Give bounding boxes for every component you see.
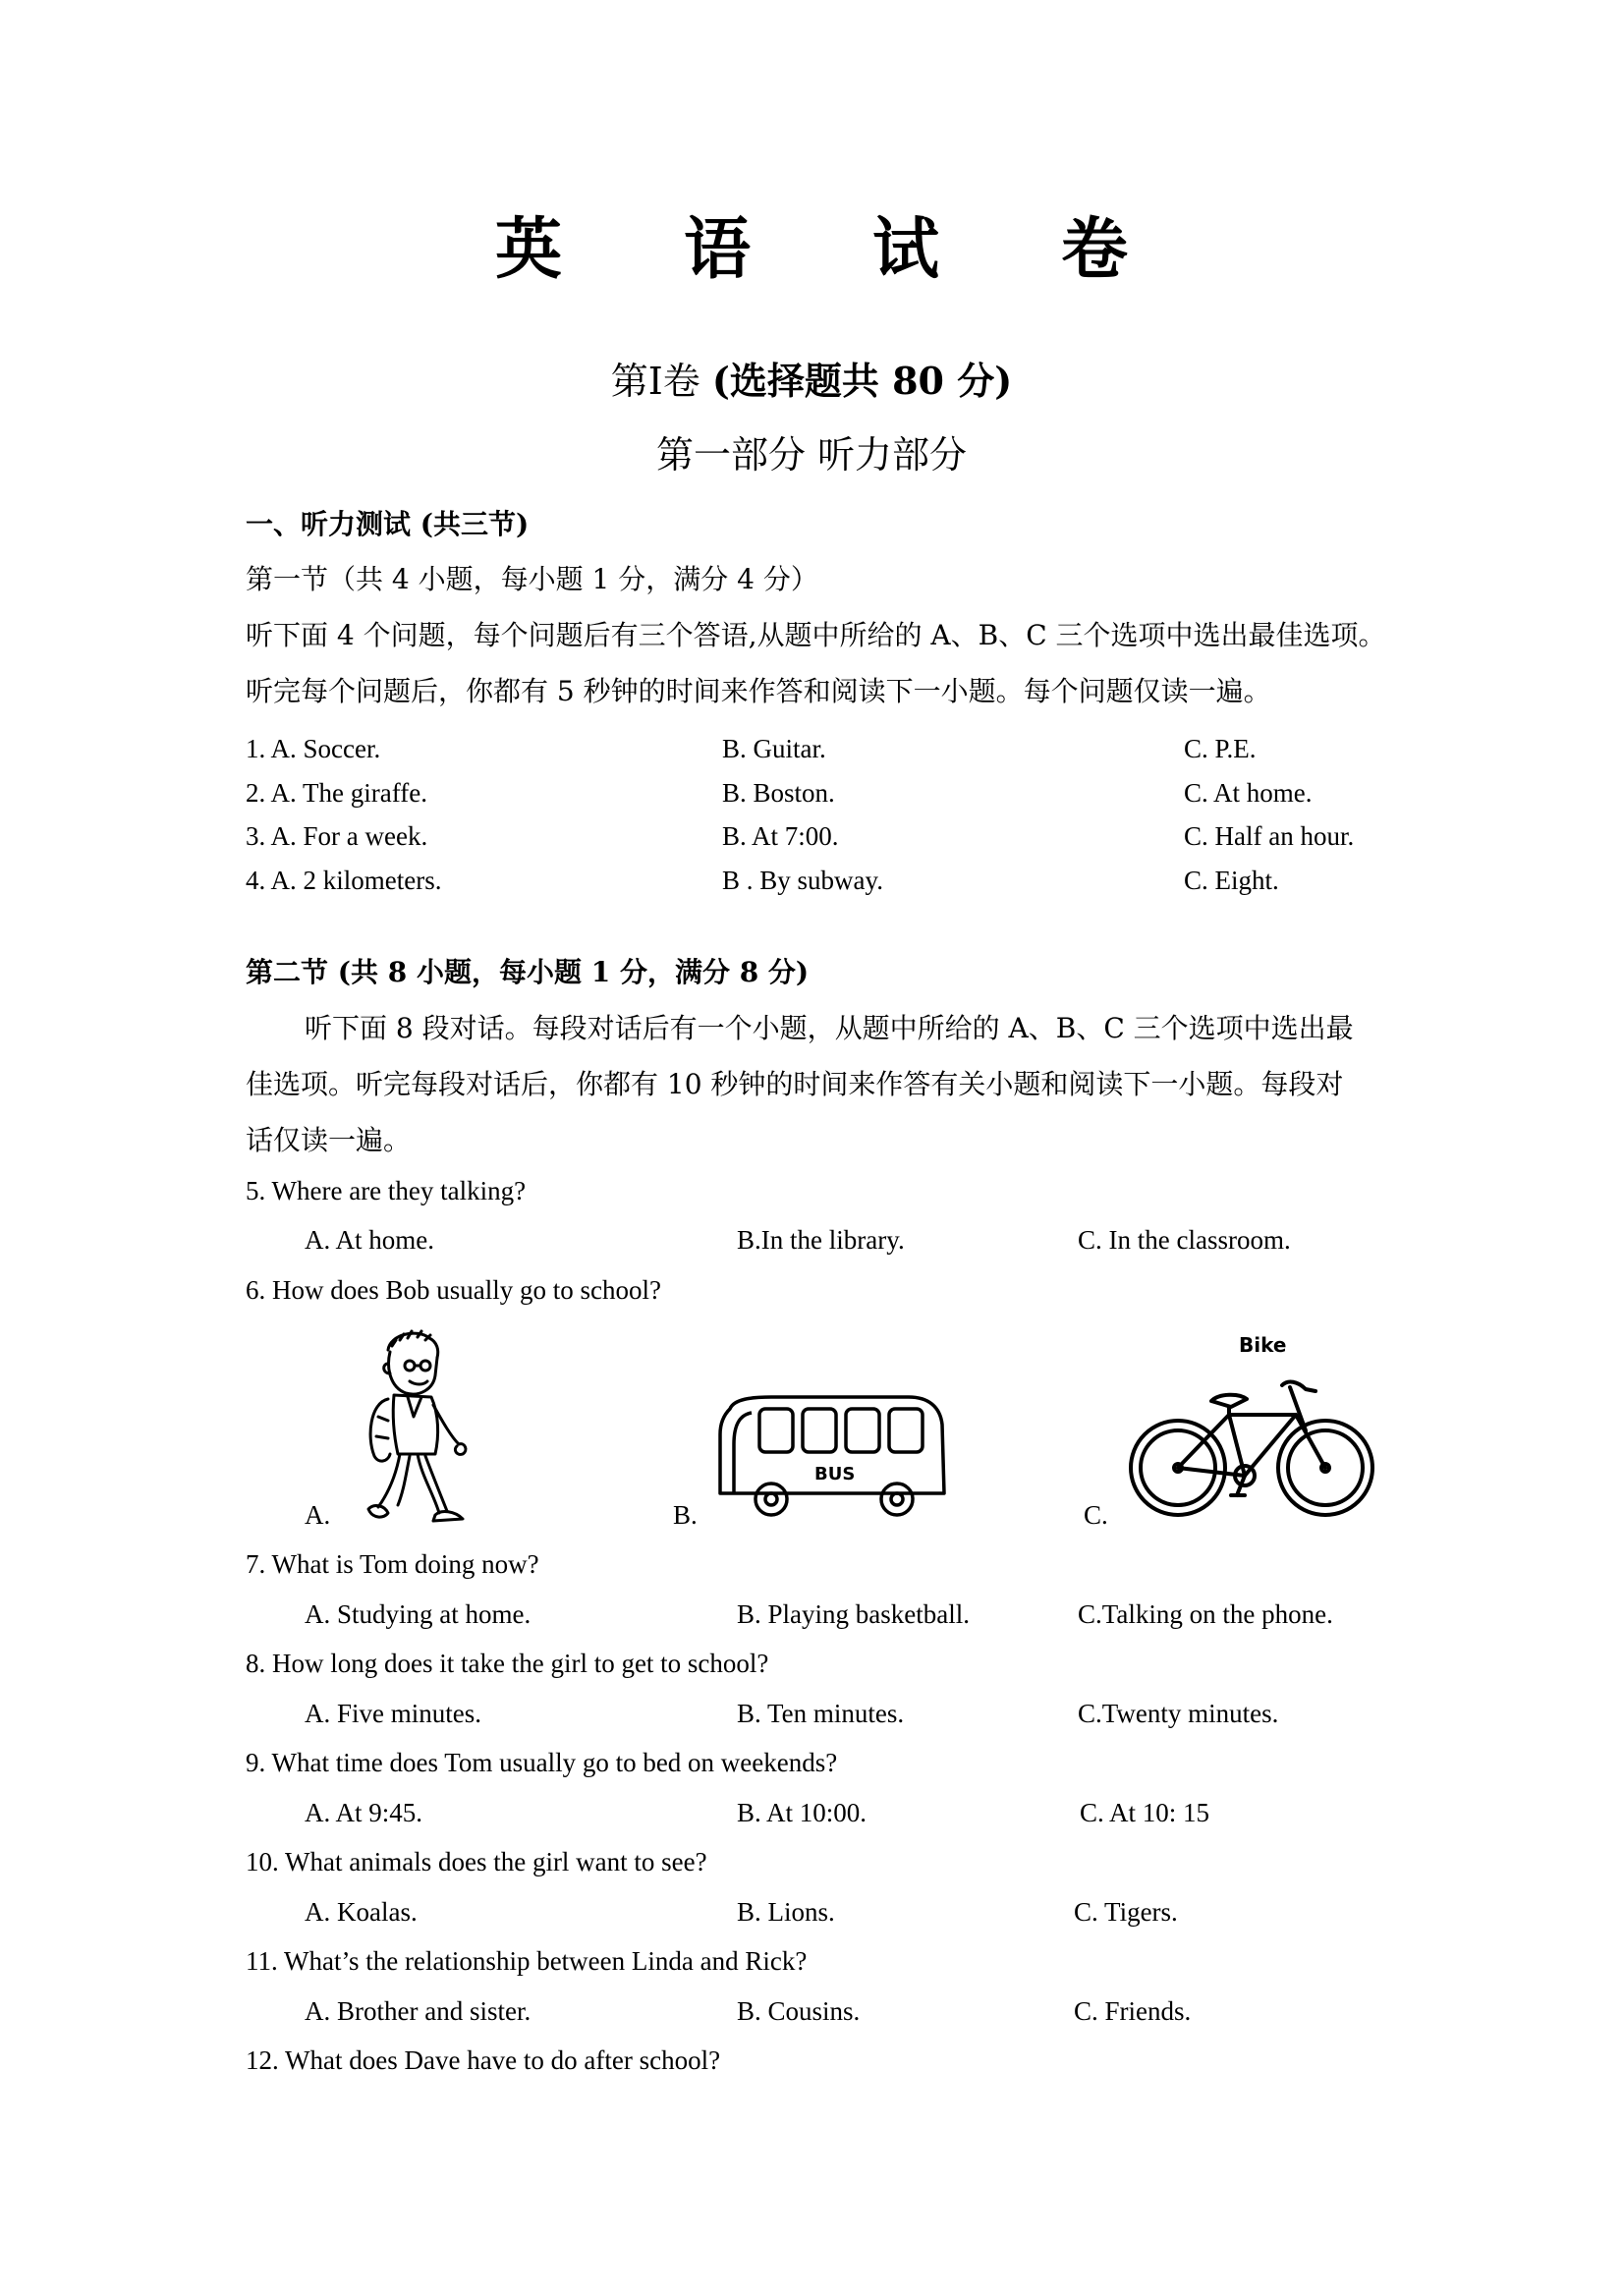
option-b: B. Playing basketball. (737, 1599, 970, 1629)
question-7: 7. What is Tom doing now? (246, 1549, 539, 1579)
title-char: 英 (494, 210, 562, 289)
bus-picture (712, 1395, 948, 1527)
title-char: 卷 (1061, 210, 1129, 289)
volume-note: (选择题共 80 分) (711, 359, 1013, 403)
volume-label: 第Ⅰ卷 (610, 360, 700, 403)
section2-heading: 第二节 (共 8 小题，每小题 1 分，满分 8 分) (246, 956, 810, 988)
exam-title (0, 196, 1623, 292)
question-8: 8. How long does it take the girl to get to school? (246, 1649, 769, 1678)
question-6: 6. How does Bob usually go to school? (246, 1275, 661, 1305)
option-a: 2. A. The giraffe. (246, 778, 427, 808)
title-char: 试 (872, 210, 940, 289)
section1-instruction: 听完每个问题后，你都有 5 秒钟的时间来作答和阅读下一小题。每个问题仅读一遍。 (246, 675, 1271, 707)
volume-title (0, 351, 1623, 405)
option-b: B. (673, 1500, 698, 1530)
option-b: B. At 7:00. (722, 821, 839, 851)
bike-label: Bike (1239, 1333, 1287, 1357)
option-c: C. At 10: 15 (1080, 1798, 1210, 1827)
option-c: C. P.E. (1184, 734, 1257, 763)
option-b: B. Lions. (737, 1897, 835, 1927)
option-b: B. At 10:00. (737, 1798, 867, 1827)
option-c: C. Half an hour. (1184, 821, 1355, 851)
option-b: B. Guitar. (722, 734, 826, 763)
option-a: 1. A. Soccer. (246, 734, 381, 763)
section2-instruction: 佳选项。听完每段对话后，你都有 10 秒钟的时间来作答有关小题和阅读下一小题。每段对 (246, 1068, 1344, 1100)
option-b: B. Cousins. (737, 1996, 861, 2026)
option-c: C. Friends. (1074, 1996, 1192, 2026)
option-c: C. Eight. (1184, 866, 1279, 895)
option-c: C. At home. (1184, 778, 1313, 808)
option-a: A. Five minutes. (305, 1699, 481, 1728)
part-title: 第一部分 听力部分 (655, 433, 968, 476)
question-10: 10. What animals does the girl want to see? (246, 1847, 707, 1876)
option-b: B. Boston. (722, 778, 835, 808)
option-a: A. At 9:45. (305, 1798, 423, 1827)
option-c: C. In the classroom. (1078, 1225, 1291, 1255)
section2-instruction: 话仅读一遍。 (246, 1124, 412, 1156)
option-a: A. At home. (305, 1225, 434, 1255)
question-12: 12. What does Dave have to do after school? (246, 2045, 721, 2075)
option-a: 4. A. 2 kilometers. (246, 866, 442, 895)
bike-picture (1123, 1328, 1380, 1525)
question-5: 5. Where are they talking? (246, 1176, 527, 1205)
bus-label: BUS (814, 1464, 856, 1484)
option-a: A. (305, 1500, 331, 1530)
section2-instruction: 听下面 8 段对话。每段对话后有一个小题，从题中所给的 A、B、C 三个选项中选出最 (305, 1012, 1354, 1044)
option-c: C.Twenty minutes. (1078, 1699, 1279, 1728)
option-c: C. Tigers. (1074, 1897, 1178, 1927)
option-b: B. Ten minutes. (737, 1699, 905, 1728)
option-a: A. Studying at home. (305, 1599, 532, 1629)
option-b: B . By subway. (722, 866, 884, 895)
option-a: A. Koalas. (305, 1897, 418, 1927)
section1-heading: 第一节（共 4 小题，每小题 1 分，满分 4 分） (246, 563, 818, 595)
option-a: A. Brother and sister. (305, 1996, 532, 2026)
question-11: 11. What’s the relationship between Linda and Rick? (246, 1946, 808, 1976)
option-c: C.Talking on the phone. (1078, 1599, 1333, 1629)
title-char: 语 (683, 210, 751, 289)
option-b: B.In the library. (737, 1225, 905, 1255)
question-9: 9. What time does Tom usually go to bed on weekends? (246, 1748, 838, 1777)
walking-boy-picture (349, 1328, 491, 1525)
section1-instruction: 听下面 4 个问题，每个问题后有三个答语,从题中所给的 A、B、C 三个选项中选出最佳选项。 (246, 619, 1386, 651)
option-c: C. (1084, 1500, 1108, 1530)
section-main-heading: 一、听力测试 (共三节) (246, 508, 530, 540)
option-a: 3. A. For a week. (246, 821, 428, 851)
